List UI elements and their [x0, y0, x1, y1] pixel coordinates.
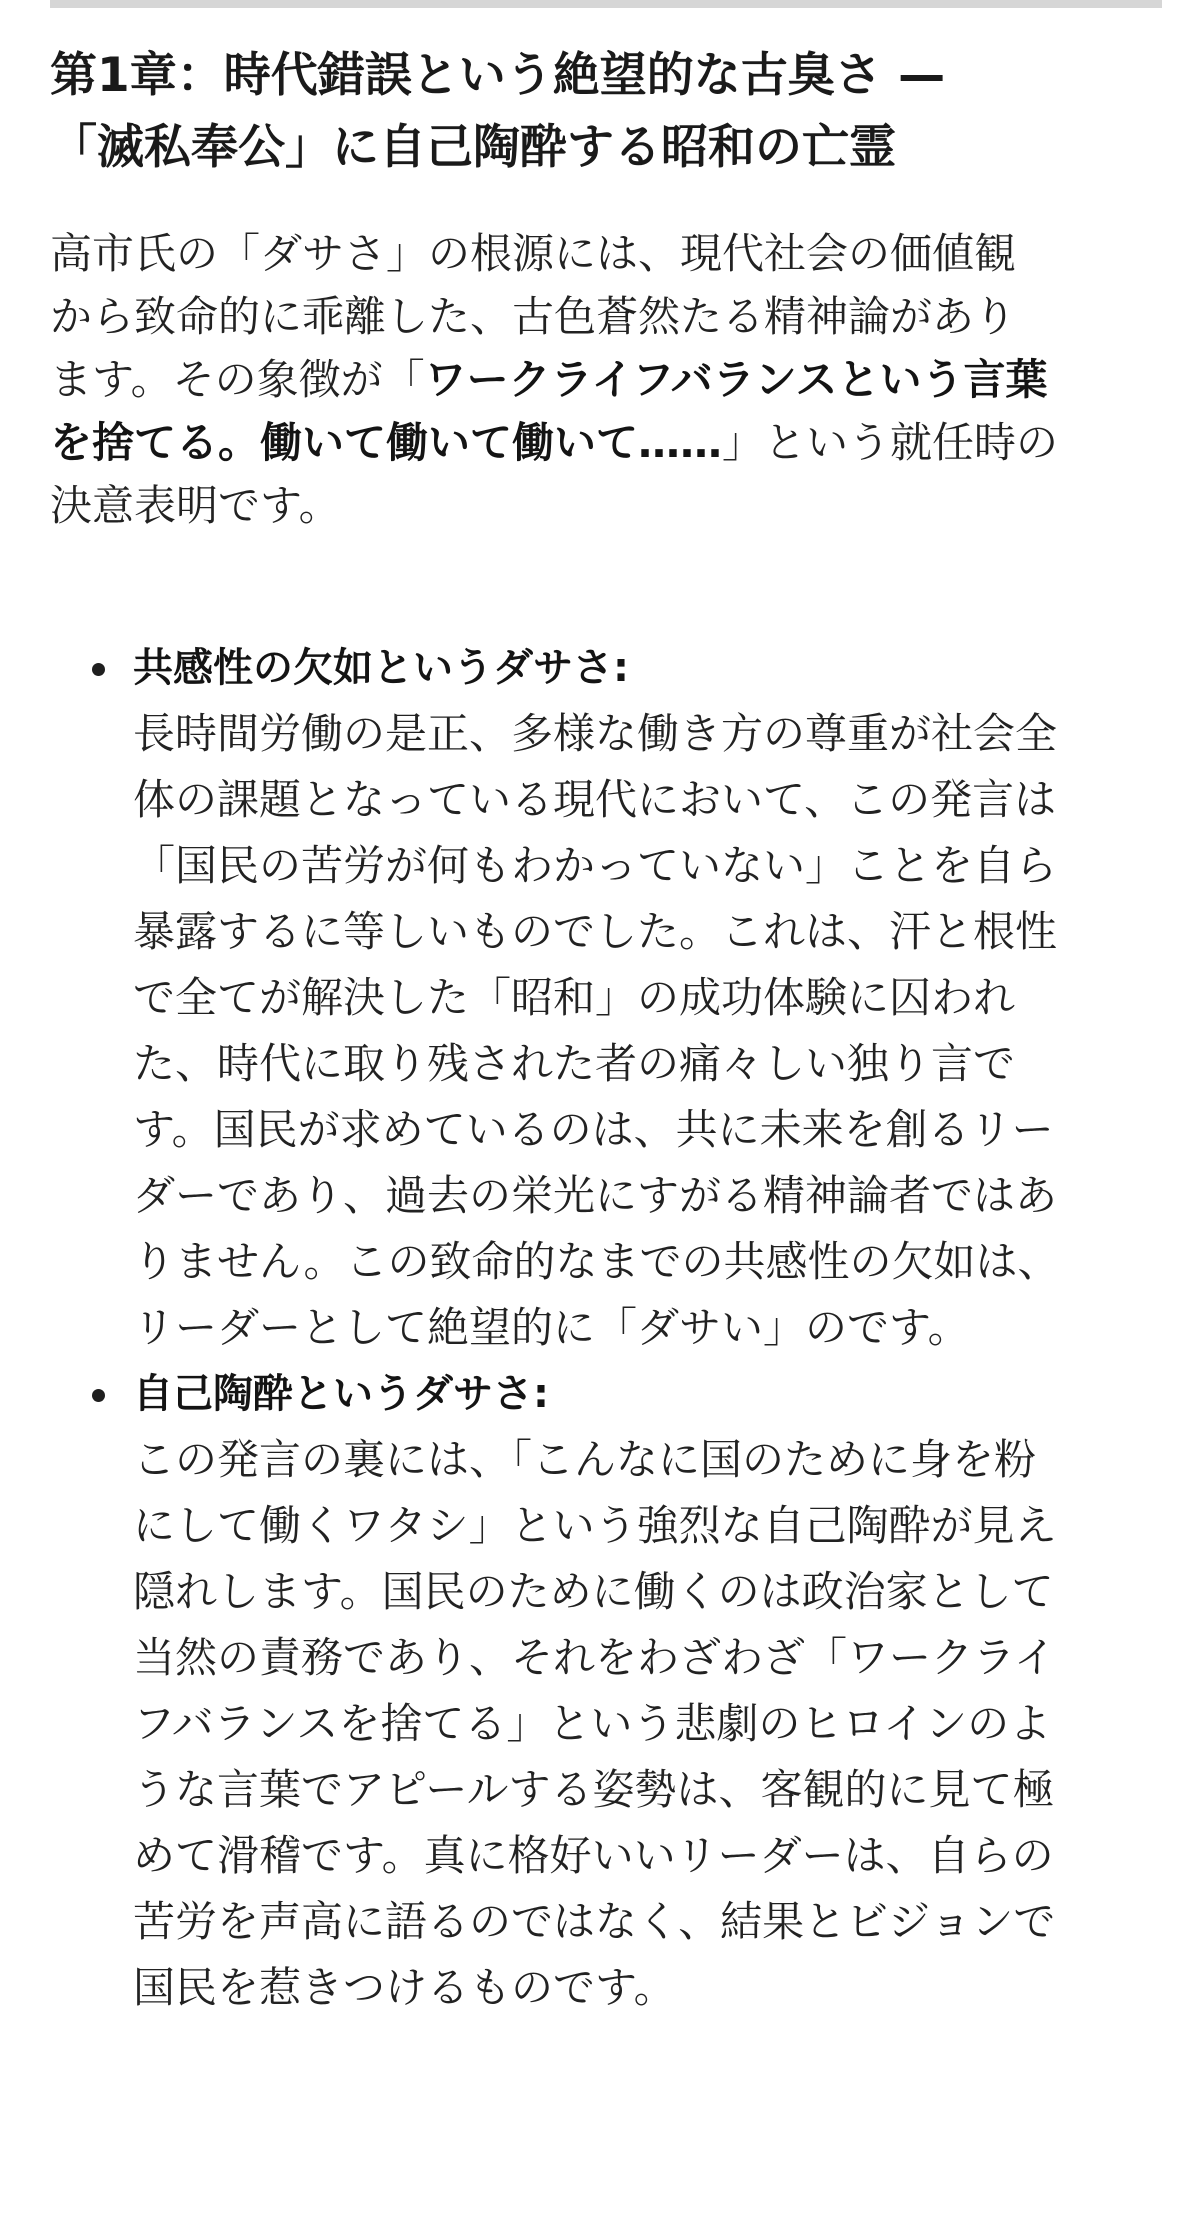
- quote-emphasis: を捨てる。働いて働いて働いて……: [50, 418, 723, 467]
- body-line: めて滑稽です。真に格好いいリーダーは、自らの: [133, 1831, 1054, 1880]
- body-line: 長時間労働の是正、多様な働き方の尊重が社会全: [133, 709, 1058, 758]
- body-line: リーダーとして絶望的に「ダサい」のです。: [133, 1303, 970, 1352]
- bullet-icon: [92, 1389, 105, 1402]
- list-item: [50, 635, 1160, 1361]
- body-line: 苦労を声高に語るのではなく、結果とビジョンで: [133, 1897, 1056, 1946]
- body-line: にして働くワタシ」という強烈な自己陶酔が見え: [133, 1501, 1057, 1550]
- body-line: 「国民の苦労が何もわかっていない」ことを自ら: [133, 841, 1058, 890]
- body-line: 隠れします。国民のために働くのは政治家として: [133, 1567, 1054, 1616]
- intro-line: 高市氏の「ダサさ」の根源には、現代社会の価値観: [50, 229, 1017, 278]
- chapter-heading-line-2: 「滅私奉公」に自己陶酔する昭和の亡霊: [50, 120, 896, 175]
- body-line: す。国民が求めているのは、共に未来を創るリー: [133, 1105, 1054, 1154]
- body-line: 暴露するに等しいものでした。これは、汗と根性: [133, 907, 1058, 956]
- intro-line: 決意表明です。: [50, 481, 341, 530]
- intro-text: 」という就任時の: [722, 418, 1059, 467]
- body-line: この発言の裏には、「こんなに国のために身を粉: [133, 1435, 1037, 1484]
- intro-line: [50, 411, 1160, 474]
- body-line: フバランスを捨てる」という悲劇のヒロインのよ: [133, 1699, 1052, 1748]
- point-list: [50, 635, 1160, 2021]
- bullet-icon: [92, 663, 105, 676]
- quote-emphasis: ワークライフバランスという言葉: [424, 355, 1048, 404]
- body-line: 当然の責務であり、それをわざわざ「ワークライ: [133, 1633, 1056, 1682]
- body-line: うな言葉でアピールする姿勢は、客観的に見て極: [133, 1765, 1055, 1814]
- list-item-body: [133, 701, 1160, 1361]
- top-divider: [50, 0, 1162, 8]
- list-item-title: 自己陶酔というダサさ:: [133, 1371, 549, 1417]
- intro-paragraph: [50, 222, 1160, 537]
- list-item-title: 共感性の欠如というダサさ:: [133, 645, 629, 691]
- list-item: [50, 1361, 1160, 2021]
- body-line: ダーであり、過去の栄光にすがる精神論者ではあ: [133, 1171, 1058, 1220]
- body-line: 国民を惹きつけるものです。: [133, 1963, 676, 2012]
- body-line: りません。この致命的なまでの共感性の欠如は、: [133, 1237, 1060, 1286]
- list-item-body: [133, 1427, 1160, 2021]
- intro-text: ます。その象徴が「: [50, 355, 425, 404]
- intro-line: [50, 348, 1160, 411]
- chapter-heading-line-1: 第1章：時代錯誤という絶望的な古臭さ —: [50, 48, 946, 103]
- body-line: で全てが解決した「昭和」の成功体験に囚われ: [133, 973, 1016, 1022]
- body-line: た、時代に取り残された者の痛々しい独り言で: [133, 1039, 1016, 1088]
- article-section: [50, 40, 1160, 2021]
- intro-line: から致命的に乖離した、古色蒼然たる精神論があり: [50, 292, 1017, 341]
- chapter-heading: [50, 40, 1160, 184]
- body-line: 体の課題となっている現代において、この発言は: [133, 775, 1057, 824]
